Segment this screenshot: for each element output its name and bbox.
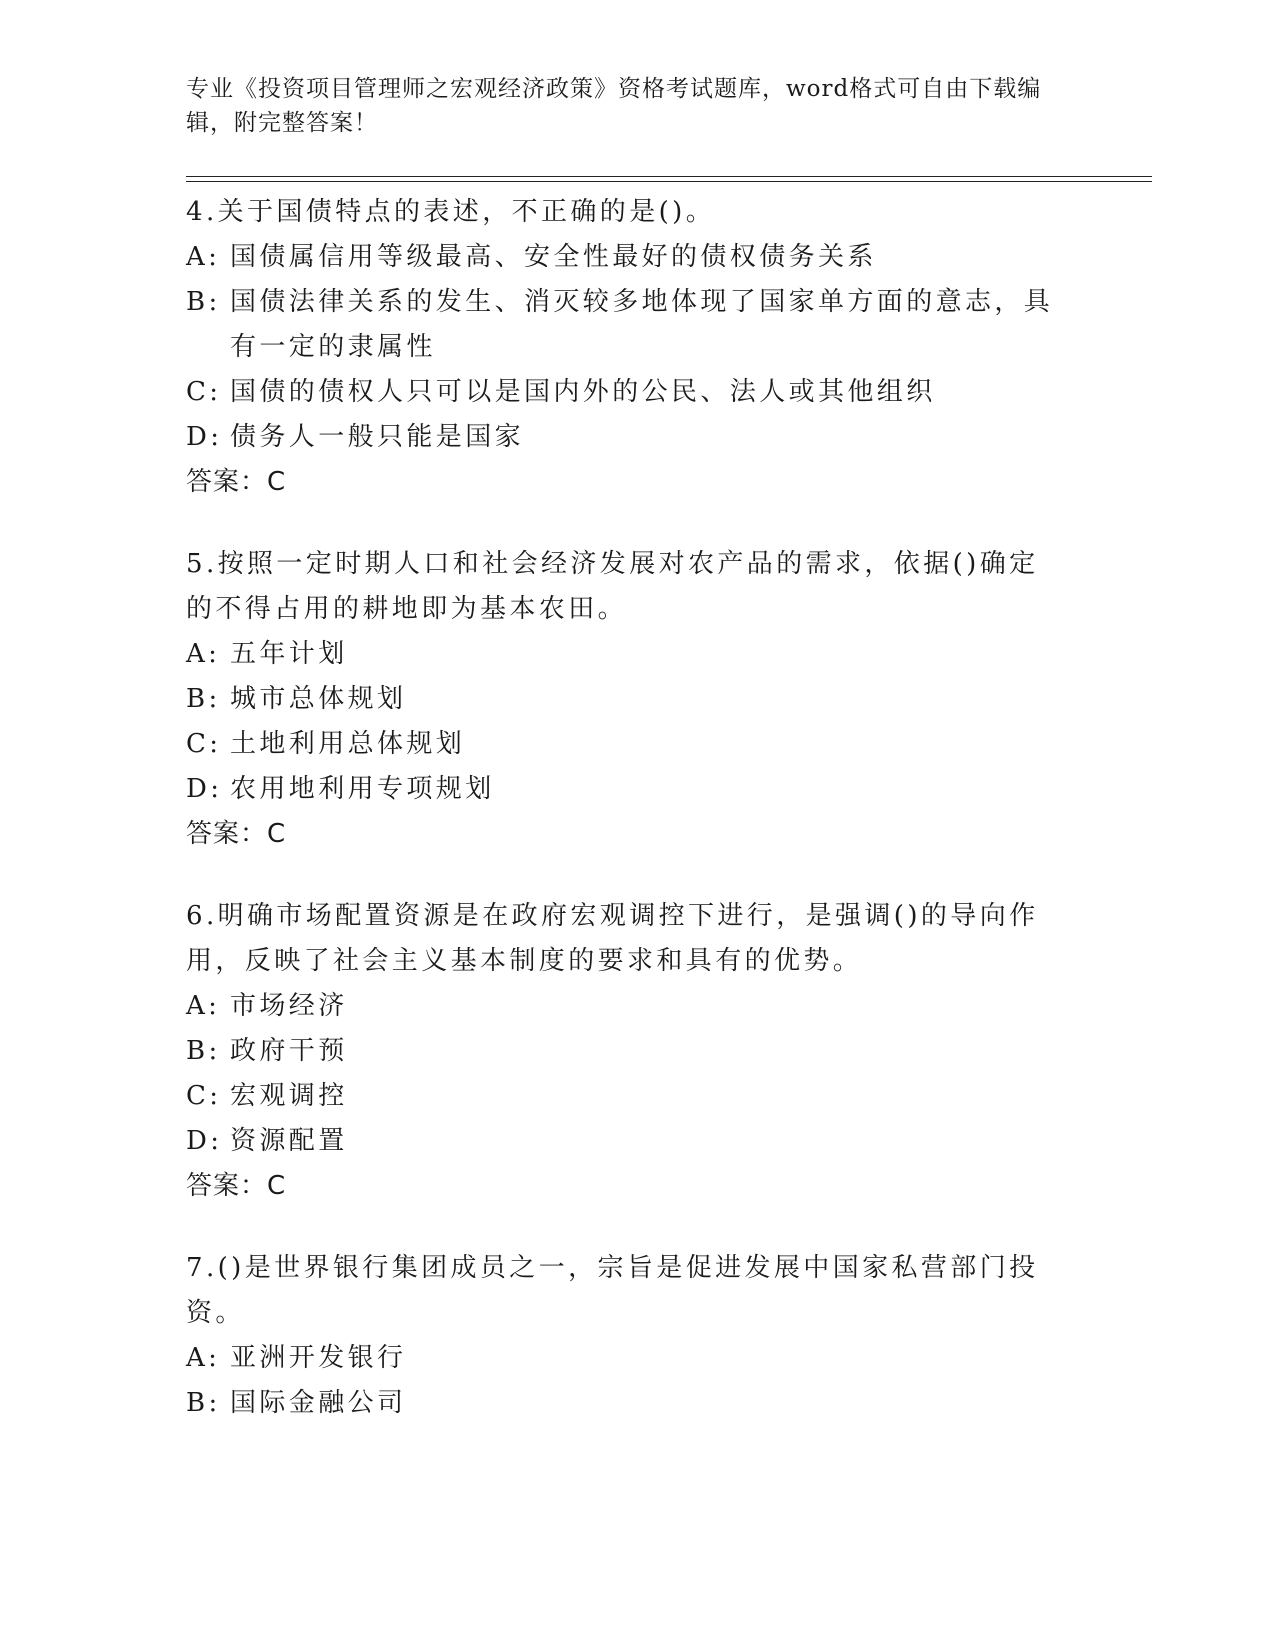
option-letter: A:	[186, 991, 221, 1021]
option-text: 国债法律关系的发生、消灭较多地体现了国家单方面的意志，具有一定的隶属性	[230, 287, 1054, 362]
option-text: 债务人一般只能是国家	[230, 422, 525, 452]
option-text: 农用地利用专项规划	[230, 774, 495, 804]
option-text: 国际金融公司	[230, 1388, 407, 1418]
header-divider-bottom	[186, 181, 1152, 182]
answer-line: 答案：C	[186, 819, 287, 849]
option-text: 宏观调控	[230, 1081, 348, 1111]
question-5	[186, 542, 1066, 857]
question-stem: 6.明确市场配置资源是在政府宏观调控下进行，是强调()的导向作用，反映了社会主义基本制度的要求和具有的优势。	[186, 901, 1039, 976]
question-stem: 4.关于国债特点的表述，不正确的是()。	[186, 197, 716, 227]
question-list	[186, 190, 1066, 1463]
header-divider-top	[186, 176, 1152, 177]
question-stem: 7.()是世界银行集团成员之一，宗旨是促进发展中国家私营部门投资。	[186, 1253, 1039, 1328]
option-c	[186, 722, 1066, 767]
option-b	[186, 1381, 1066, 1426]
option-a	[186, 632, 1066, 677]
question-4	[186, 190, 1066, 505]
option-letter: C:	[186, 1081, 222, 1111]
option-c	[186, 1074, 1066, 1119]
option-text: 政府干预	[230, 1036, 348, 1066]
option-d	[186, 767, 1066, 812]
option-d	[186, 1119, 1066, 1164]
option-letter: D:	[186, 422, 223, 452]
option-b	[186, 677, 1066, 722]
option-text: 土地利用总体规划	[230, 729, 466, 759]
option-text: 五年计划	[230, 639, 348, 669]
option-text: 国债属信用等级最高、安全性最好的债权债务关系	[230, 242, 877, 272]
answer-line: 答案：C	[186, 467, 287, 497]
question-6	[186, 894, 1066, 1209]
option-text: 国债的债权人只可以是国内外的公民、法人或其他组织	[230, 377, 936, 407]
option-letter: B:	[186, 1388, 221, 1418]
option-letter: A:	[186, 1343, 221, 1373]
option-letter: C:	[186, 377, 222, 407]
option-letter: A:	[186, 242, 221, 272]
option-text: 市场经济	[230, 991, 348, 1021]
option-b	[186, 280, 1066, 370]
option-letter: B:	[186, 1036, 221, 1066]
option-b	[186, 1029, 1066, 1074]
document-header: 专业《投资项目管理师之宏观经济政策》资格考试题库，word格式可自由下载编辑，附完整答案！	[186, 76, 1042, 136]
question-7	[186, 1246, 1066, 1426]
answer-line: 答案：C	[186, 1171, 287, 1201]
option-text: 城市总体规划	[230, 684, 407, 714]
option-d	[186, 415, 1066, 460]
option-a	[186, 984, 1066, 1029]
question-stem: 5.按照一定时期人口和社会经济发展对农产品的需求，依据()确定的不得占用的耕地即为基本农田。	[186, 549, 1039, 624]
option-letter: B:	[186, 684, 221, 714]
option-letter: A:	[186, 639, 221, 669]
option-text: 资源配置	[230, 1126, 348, 1156]
option-letter: C:	[186, 729, 222, 759]
option-letter: D:	[186, 1126, 223, 1156]
option-a	[186, 1336, 1066, 1381]
option-c	[186, 370, 1066, 415]
option-letter: D:	[186, 774, 223, 804]
option-letter: B:	[186, 287, 221, 317]
option-a	[186, 235, 1066, 280]
option-text: 亚洲开发银行	[230, 1343, 407, 1373]
